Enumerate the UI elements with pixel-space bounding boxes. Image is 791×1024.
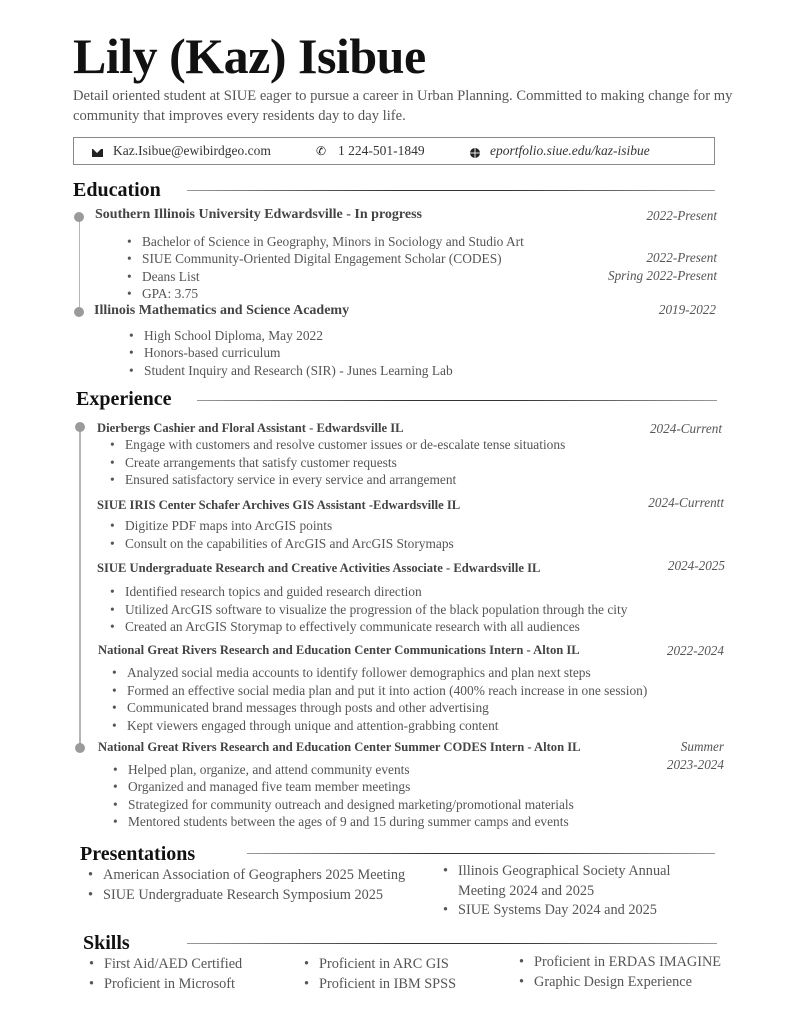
experience-entry-date-line1: Summer xyxy=(680,739,724,754)
skills-heading: Skills xyxy=(83,932,130,954)
experience-timeline-line xyxy=(79,427,81,749)
timeline-dot xyxy=(75,422,85,432)
contact-bar xyxy=(73,137,715,165)
bullet-item: • Digitize PDF maps into ArcGIS points xyxy=(110,517,454,535)
bullet-item: • Deans List xyxy=(127,268,524,285)
experience-entry-date-line2: 2023-2024 xyxy=(666,757,724,772)
contact-email[interactable] xyxy=(92,143,271,159)
experience-entry-date: 2024-Current xyxy=(649,421,722,436)
timeline-dot xyxy=(74,212,84,222)
bullet-item: • Created an ArcGIS Storymap to effectively communicate research with all audiences xyxy=(110,618,627,636)
skills-col3 xyxy=(519,953,721,992)
bullet-item: • Ensured satisfactory service in every service and arrangement xyxy=(110,471,565,489)
presentation-item: • SIUE Systems Day 2024 and 2025 xyxy=(443,901,713,921)
bullet-item: • Student Inquiry and Research (SIR) - Junes Learning Lab xyxy=(129,362,453,379)
bullet-item: • Utilized ArcGIS software to visualize the progression of the black population through the city xyxy=(110,601,627,619)
bullet-item: • Mentored students between the ages of 9 and 15 during summer camps and events xyxy=(113,813,574,830)
experience-entry-title: Dierbergs Cashier and Floral Assistant - Edwardsville IL xyxy=(97,421,404,435)
experience-divider xyxy=(197,400,717,401)
timeline-dot xyxy=(75,743,85,753)
bullet-item: • SIUE Community-Oriented Digital Engagement Scholar (CODES) xyxy=(127,250,524,267)
website-link[interactable]: eportfolio.siue.edu/kaz-isibue xyxy=(490,143,650,158)
experience-entry-title: SIUE Undergraduate Research and Creative Activities Associate - Edwardsville IL xyxy=(97,561,541,575)
experience-entry-date: 2024-Currentt xyxy=(648,495,724,510)
education-entry-title: Southern Illinois University Edwardsville - In progress xyxy=(95,207,422,222)
contact-website[interactable] xyxy=(470,143,650,159)
email-text[interactable]: Kaz.Isibue@ewibirdgeo.com xyxy=(113,143,271,158)
education-divider xyxy=(187,190,715,191)
contact-phone[interactable] xyxy=(316,143,425,159)
summary-text: Detail oriented student at SIUE eager to pursue a career in Urban Planning. Committed to making change for my community that improves every residents day to day life. xyxy=(73,88,733,124)
skill-item: • Proficient in IBM SPSS xyxy=(304,975,456,995)
bullet-item: • High School Diploma, May 2022 xyxy=(129,327,453,344)
experience-entry-title: National Great Rivers Research and Education Center Communications Intern - Alton IL xyxy=(98,643,580,657)
phone-text[interactable]: 1 224-501-1849 xyxy=(338,143,425,158)
resume-name: Lily (Kaz) Isibue xyxy=(73,28,426,84)
presentations-divider xyxy=(247,853,715,854)
skill-item: • Proficient in Microsoft xyxy=(89,975,242,995)
skills-col2 xyxy=(304,955,456,994)
education-bullets xyxy=(127,233,524,302)
phone-icon: ✆ xyxy=(316,144,327,158)
education-entry-date: 2022-Present xyxy=(646,208,717,223)
presentations-left-list xyxy=(88,866,408,905)
education-bullets xyxy=(129,327,453,379)
education-entry-title: Illinois Mathematics and Science Academy xyxy=(94,303,350,318)
presentation-item: • Illinois Geographical Society Annual Meeting 2024 and 2025 xyxy=(443,862,713,901)
experience-bullets xyxy=(110,583,627,636)
experience-bullets xyxy=(110,517,454,552)
bullet-item: • Analyzed social media accounts to identify follower demographics and plan next steps xyxy=(112,664,647,682)
skill-item: • Graphic Design Experience xyxy=(519,973,721,993)
experience-bullets xyxy=(113,761,574,831)
globe-icon xyxy=(470,148,480,158)
bullet-date: Spring 2022-Present xyxy=(607,268,717,283)
bullet-date: 2022-Present xyxy=(646,250,717,265)
bullet-item: • Strategized for community outreach and designed marketing/promotional materials xyxy=(113,796,574,813)
bullet-item: • Bachelor of Science in Geography, Minors in Sociology and Studio Art xyxy=(127,233,524,250)
skills-col1 xyxy=(89,955,242,994)
experience-entry-title: National Great Rivers Research and Education Center Summer CODES Intern - Alton IL xyxy=(98,740,581,754)
skill-item: • Proficient in ARC GIS xyxy=(304,955,456,975)
presentations-heading: Presentations xyxy=(80,843,196,865)
experience-entry-date: 2024-2025 xyxy=(667,558,725,573)
bullet-item: • Formed an effective social media plan and put it into action (400% reach increase in one session) xyxy=(112,682,647,700)
presentations-right-list xyxy=(443,862,713,921)
bullet-item: • Consult on the capabilities of ArcGIS and ArcGIS Storymaps xyxy=(110,535,454,553)
skill-item: • Proficient in ERDAS IMAGINE xyxy=(519,953,721,973)
timeline-dot xyxy=(74,307,84,317)
bullet-item: • Organized and managed five team member meetings xyxy=(113,778,574,795)
experience-entry-title: SIUE IRIS Center Schafer Archives GIS Assistant -Edwardsville IL xyxy=(97,498,461,512)
bullet-item: • Helped plan, organize, and attend community events xyxy=(113,761,574,778)
experience-bullets xyxy=(110,436,565,489)
experience-entry-date: 2022-2024 xyxy=(666,643,724,658)
skills-divider xyxy=(187,943,717,944)
envelope-icon xyxy=(92,149,103,157)
bullet-item: • Communicated brand messages through posts and other advertising xyxy=(112,699,647,717)
bullet-item: • Kept viewers engaged through unique and attention-grabbing content xyxy=(112,717,647,735)
presentation-item: • American Association of Geographers 2025 Meeting xyxy=(88,866,408,886)
experience-heading: Experience xyxy=(76,388,172,410)
bullet-item: • Engage with customers and resolve customer issues or de-escalate tense situations xyxy=(110,436,565,454)
bullet-item: • GPA: 3.75 xyxy=(127,285,524,302)
bullet-item: • Honors-based curriculum xyxy=(129,344,453,361)
presentation-item: • SIUE Undergraduate Research Symposium 2025 xyxy=(88,886,408,906)
education-heading: Education xyxy=(73,179,161,201)
experience-bullets xyxy=(112,664,647,734)
skill-item: • First Aid/AED Certified xyxy=(89,955,242,975)
education-entry-date: 2019-2022 xyxy=(658,302,716,317)
education-timeline-line xyxy=(79,217,81,312)
bullet-item: • Create arrangements that satisfy customer requests xyxy=(110,454,565,472)
bullet-item: • Identified research topics and guided research direction xyxy=(110,583,627,601)
